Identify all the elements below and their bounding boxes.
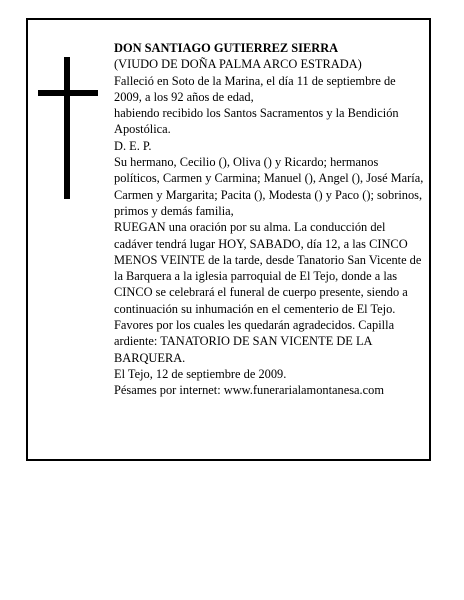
sacraments-line: habiendo recibido los Santos Sacramentos y la Bendición Apostólica. — [114, 106, 399, 137]
death-line: Falleció en Soto de la Marina, el día 11 de septiembre de 2009, a los 92 años de edad, — [114, 73, 396, 104]
latin-cross-icon — [38, 57, 98, 199]
deceased-name: DON SANTIAGO GUTIERREZ SIERRA — [114, 41, 339, 55]
condolences-line: Pésames por internet: www.funerarialamontanesa.com — [114, 383, 384, 398]
cross-horizontal-bar — [38, 90, 98, 96]
widower-line: (VIUDO DE DOÑA PALMA ARCO ESTRADA) — [114, 57, 362, 72]
request-paragraph: RUEGAN una oración por su alma. La conducción del cadáver tendrá lugar HOY, SABADO, día 12, a las CINCO MENOS VEINTE de la tarde, desde Tanatorio San Vicente de la Barquera a la iglesia parroquial de El Tejo, donde a las CINCO se celebrará el funeral de cuerpo presente, siendo a continuación su inhumación en el cementerio de El Tejo. Favores por los cuales les quedarán agradecidos. Capilla ardiente: TANATORIO DE SAN VICENTE DE LA BARQUERA. — [114, 220, 422, 365]
date-place-line: El Tejo, 12 de septiembre de 2009. — [114, 366, 287, 381]
dep-line: D. E. P. — [114, 138, 152, 153]
cross-vertical-bar — [64, 57, 70, 199]
obituary-text — [114, 40, 426, 399]
family-paragraph: Su hermano, Cecilio (), Oliva () y Ricardo; hermanos políticos, Carmen y Carmina; Manuel (), Angel (), José María, Carmen y Margarita; Pacita (), Modesta () y Paco (); sobrinos, primos y demás familia, — [114, 155, 424, 218]
obituary-frame — [26, 18, 431, 461]
